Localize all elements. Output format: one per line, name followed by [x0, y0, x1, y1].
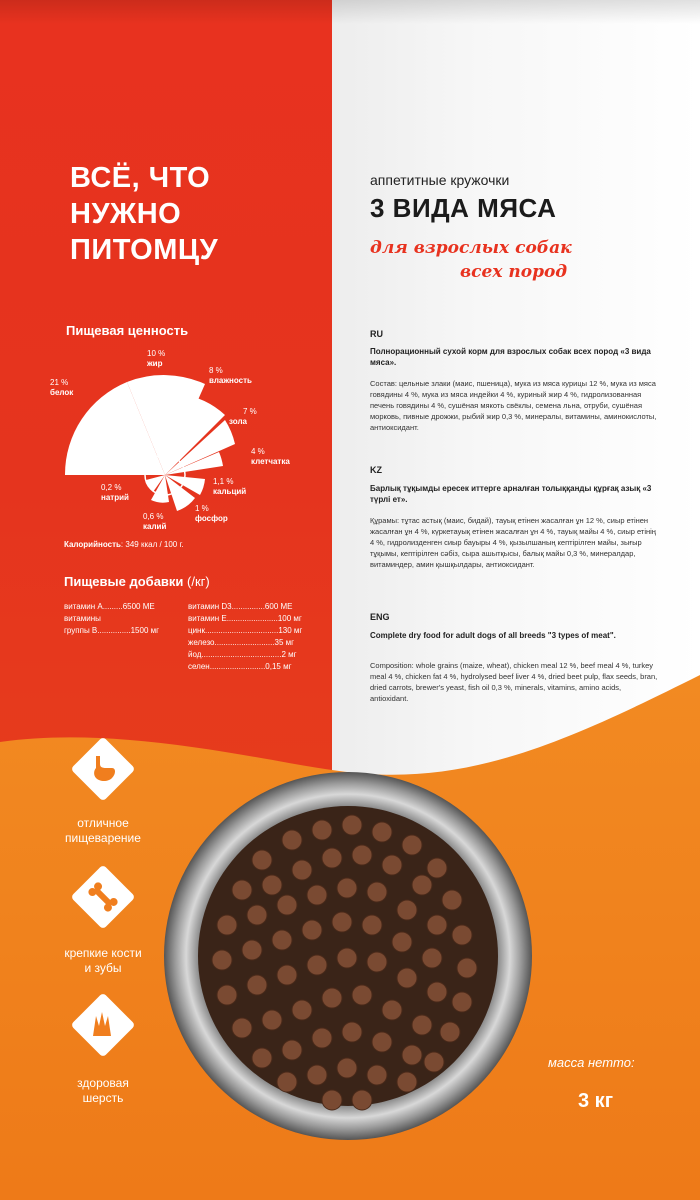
- additive-row: железо...........................35 мг: [188, 638, 295, 647]
- label-phosphorus-value: 1 %: [195, 504, 209, 513]
- additives-left-column: [64, 601, 159, 637]
- nutrition-segments: [65, 375, 235, 511]
- slogan-line-2: НУЖНО: [70, 198, 182, 230]
- food-bowl-image: [162, 770, 534, 1142]
- label-sodium-value: 0,2 %: [101, 483, 122, 492]
- additive-row: витамин D3...............600 МЕ: [188, 602, 293, 611]
- label-potassium-value: 0,6 %: [143, 512, 164, 521]
- label-fat: жир: [147, 359, 163, 368]
- benefit-fur: здоровая шерсть: [77, 1076, 129, 1105]
- ru-heading: Полнорационный сухой корм для взрослых собак всех пород «3 вида мяса».: [370, 347, 651, 367]
- additive-row: селен.........................0,15 мг: [188, 662, 292, 671]
- benefit-bones: крепкие кости и зубы: [64, 946, 142, 975]
- additive-row: йод....................................2 мг: [188, 650, 297, 659]
- label-sodium: натрий: [101, 493, 129, 502]
- additive-row: группы B...............1500 мг: [64, 626, 160, 635]
- product-target-line-2: всех пород: [460, 262, 568, 282]
- eng-heading: Complete dry food for adult dogs of all breeds "3 types of meat".: [370, 631, 616, 640]
- lang-eng: ENG: [370, 612, 390, 622]
- label-calcium-value: 1,1 %: [213, 477, 234, 486]
- additive-row: витамин E.......................100 мг: [188, 614, 302, 623]
- kz-heading: Барлық тұқымды ересек иттерге арналған толыққанды құрғақ азық «3 түрлі ет».: [370, 484, 652, 504]
- label-moisture-value: 8 %: [209, 366, 223, 375]
- additives-unit: (/кг): [187, 574, 210, 589]
- slogan-line-3: ПИТОМЦУ: [70, 234, 219, 266]
- calories: [64, 540, 184, 549]
- benefit-digestion: отличное пищеварение: [65, 816, 141, 845]
- label-ash: зола: [229, 417, 247, 426]
- additive-row: витамин A.........6500 МЕ: [64, 602, 155, 611]
- additive-row: цинк.................................130 мг: [188, 626, 303, 635]
- label-fiber: клетчатка: [251, 457, 290, 466]
- eng-body: Composition: whole grains (maize, wheat), chicken meal 12 %, beef meal 4 %, turkey meal 4 %, chicken fat 4 %, hydrolysed beef liver 4 %, dried beet pulp, flax seeds, bran, dried carrots, brewer's yeast, fish oil 0,3 %, minerals, vitamins, amino acids, antioxidant.: [370, 661, 658, 703]
- additives-right-column: [188, 601, 302, 673]
- label-fat-value: 10 %: [147, 349, 166, 358]
- net-weight-value: 3 кг: [578, 1090, 614, 1112]
- label-protein: белок: [50, 388, 74, 397]
- product-target-line-1: для взрослых собак: [370, 238, 572, 258]
- calories-value: : 349 ккал / 100 г.: [120, 540, 184, 549]
- slogan: [70, 160, 330, 268]
- product-title: 3 ВИДА МЯСА: [370, 193, 557, 223]
- label-calcium: кальций: [213, 487, 247, 496]
- label-ash-value: 7 %: [243, 407, 257, 416]
- label-phosphorus: фосфор: [195, 514, 228, 523]
- calories-label: Калорийность: [64, 540, 121, 549]
- slogan-line-1: ВСЁ, ЧТО: [70, 162, 211, 194]
- label-protein-value: 21 %: [50, 378, 69, 387]
- bone-icon: [68, 862, 138, 932]
- additives-title: [64, 574, 210, 589]
- additive-row: витамины: [64, 614, 101, 623]
- ru-body: Состав: цельные злаки (маис, пшеница), мука из мяса курицы 12 %, мука из мяса говядины 4 %, мука из мяса индейки 4 %, куриный жир 4 %, гидролизованная печень говядины 4 %, сушёная мякоть свёклы, семена льна, отруби, сушёная морковь, пивные дрожжи, рыбий жир 0,3 %, минералы, витамины, аминокислоты, антиоксидант.: [370, 379, 657, 432]
- lang-ru: RU: [370, 329, 383, 339]
- additives-title-text: Пищевые добавки: [64, 574, 184, 589]
- lang-kz: KZ: [370, 465, 382, 475]
- top-seal-shadow: [0, 0, 700, 24]
- net-weight-label: масса нетто:: [548, 1055, 635, 1070]
- label-moisture: влажность: [209, 376, 252, 385]
- nutrition-title: Пищевая ценность: [66, 323, 189, 338]
- kz-body: Құрамы: тұтас астық (маис, бидай), тауық етінен жасалған ұн 12 %, сиыр етінен жасалған ұн 4 %, күркетауық етінен жасалған ұн 4 %, тауық майы 4 %, сиыр етінің 4 %, гидролизденген сиыр бауыры 4 %, қызылшаның кептірілген майы, зығыр тұқымы, кептірілген сәбіз, сыра ашытқысы, балық майы 0,3 %, минералдар, витаминдер, амин қышқылдары, антиоксидант.: [370, 516, 656, 569]
- nutrition-chart: [50, 340, 330, 540]
- fur-icon: [68, 990, 138, 1060]
- product-subtitle: аппетитные кружочки: [370, 172, 510, 188]
- stomach-icon: [68, 734, 138, 804]
- label-fiber-value: 4 %: [251, 447, 265, 456]
- label-potassium: калий: [143, 522, 167, 531]
